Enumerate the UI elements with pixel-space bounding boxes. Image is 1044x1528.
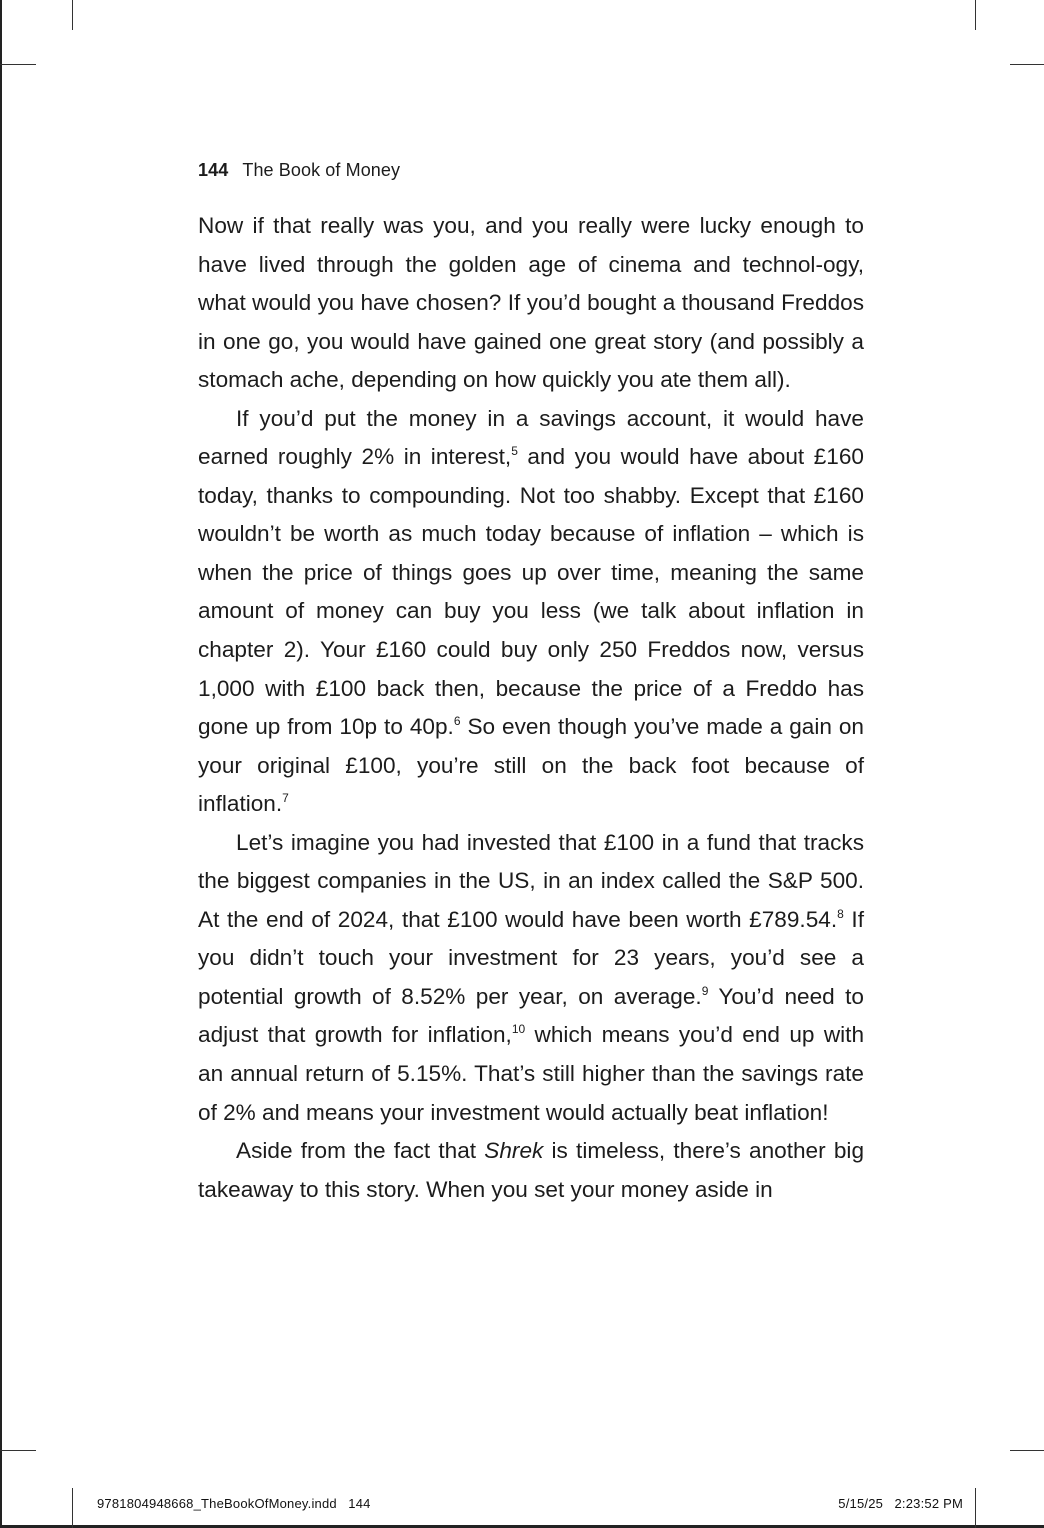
footnote-ref: 8 [837,906,844,921]
page-number: 144 [198,160,229,180]
book-title: The Book of Money [242,160,401,180]
slug-file-page: 144 [348,1496,371,1511]
paragraph-p3 [198,824,864,1132]
text-run: Aside from the fact that [236,1138,485,1164]
text-run: Now if that really was you, and you really were lucky enough to have lived through the golden age of cinema and technol-ogy, what would you have chosen? If you’d bought a thousand Freddos in one go, you would have gained one great story (and possibly a stomach ache, depending on how quickly you ate them all). [198,213,864,393]
crop-mark [975,1488,976,1528]
footnote-ref: 10 [511,1022,526,1037]
page-edge [0,0,2,1528]
text-run: which means you’d end up with an annual return of 5.15%. That’s still higher than the savings rate of 2% and means your investment would actually beat inflation! [198,1022,865,1125]
paragraph-p2 [198,400,864,824]
footnote-ref: 7 [282,791,289,806]
text-run: If you didn’t touch your investment for 23 years, you’d see a potential growth of 8.52% per year, on average. [198,906,864,1009]
crop-mark [72,1488,73,1528]
text-run: If you’d put the money in a savings account, it would have earned roughly 2% in interest, [198,405,864,470]
footnote-ref: 9 [701,983,709,998]
crop-mark [72,0,73,30]
text-run: is timeless, there’s another big takeaway to this story. When you set your money aside in [198,1138,865,1202]
text-run: and you would have about £160 today, thanks to compounding. Not too shabby. Except that £160 wouldn’t be worth as much today because of inflation – which is when the price of things goes up over time, meaning the same amount of money can buy you less (we talk about inflation in chapter 2). Your £160 could buy only 250 Freddos now, versus 1,000 with £100 back then, because the price of a Freddo has gone up from 10p to 40p. [198,444,864,740]
slug-file-name: 9781804948668_TheBookOfMoney.indd [97,1496,337,1511]
text-run: So even though you’ve made a gain on your original £100, you’re still on the back foot because of inflation. [198,714,865,817]
crop-mark [0,64,36,65]
text-run: Let’s imagine you had invested that £100 in a fund that tracks the biggest companies in the US, in an index called the S&P 500. At the end of 2024, that £100 would have been worth £789.54. [198,829,864,932]
slug-time: 2:23:52 PM [894,1496,963,1511]
slug-timestamp [838,1496,963,1511]
footnote-ref: 6 [453,714,461,729]
text-run: You’d need to adjust that growth for inflation, [198,983,864,1048]
paragraph-p4 [198,1132,864,1209]
crop-mark [1010,1450,1044,1451]
slug-file-info [97,1496,371,1511]
italic-title: Shrek [484,1138,544,1164]
slug-date: 5/15/25 [838,1496,884,1511]
body-text [198,207,864,1209]
running-head [198,160,400,181]
crop-mark [0,1450,36,1451]
footnote-ref: 5 [511,444,518,459]
paragraph-p1 [198,207,864,400]
crop-mark [1010,64,1044,65]
crop-mark [975,0,976,30]
